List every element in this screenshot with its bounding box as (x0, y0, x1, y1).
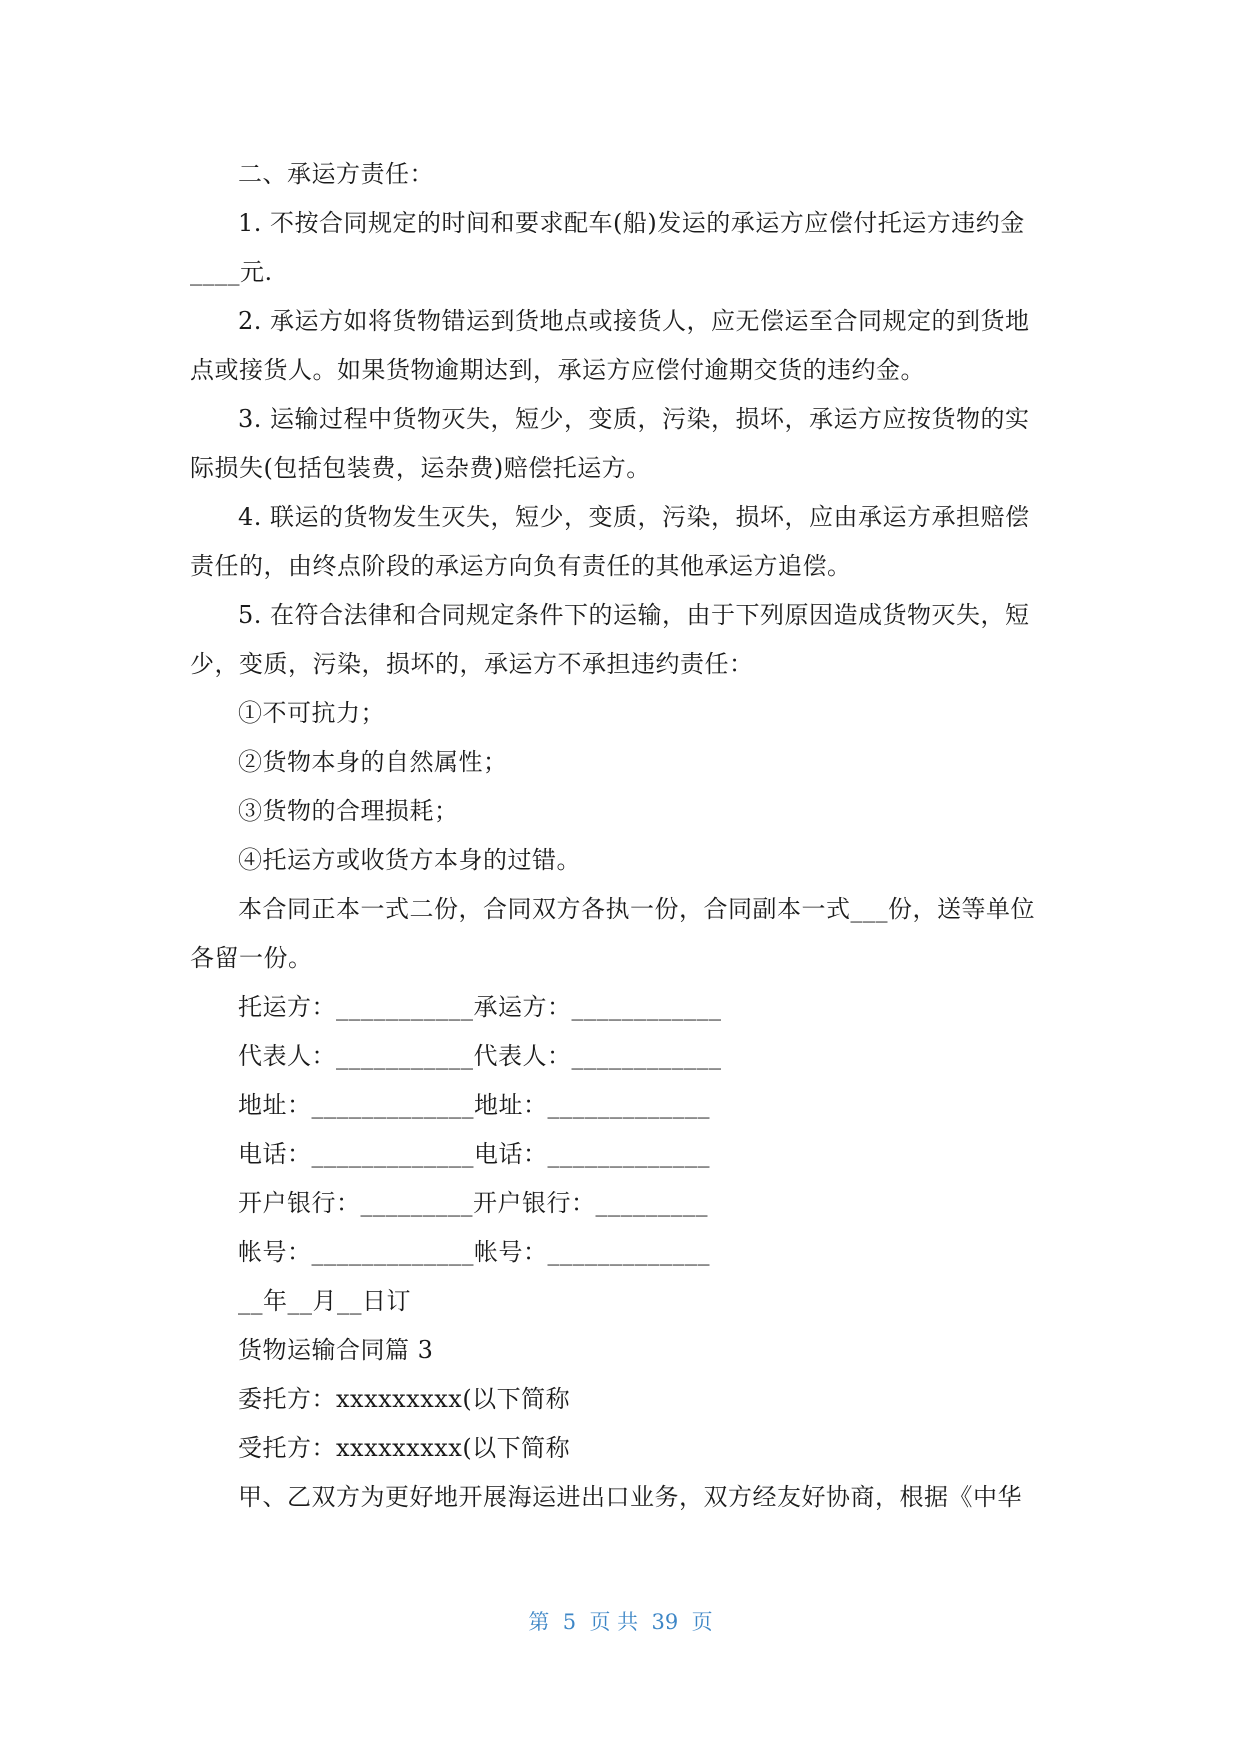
text-line: 受托方：xxxxxxxxx(以下简称 (238, 1434, 571, 1462)
text-line: 开户银行：_________开户银行：_________ (238, 1189, 708, 1217)
text-line: 3. 运输过程中货物灭失，短少，变质，污染，损坏，承运方应按货物的实 (238, 405, 1030, 433)
text-line: 代表人：___________代表人：____________ (238, 1042, 722, 1070)
text-line: 2. 承运方如将货物错运到货地点或接货人，应无偿运至合同规定的到货地 (238, 307, 1030, 335)
text-line: 电话：_____________电话：_____________ (238, 1140, 710, 1168)
document-body (190, 150, 1056, 1522)
text-line: 5. 在符合法律和合同规定条件下的运输，由于下列原因造成货物灭失，短 (238, 601, 1030, 629)
text-line: 1. 不按合同规定的时间和要求配车(船)发运的承运方应偿付托运方违约金 (238, 209, 1025, 237)
text-line: 各留一份。 (190, 944, 313, 972)
text-line: ____元. (190, 258, 273, 286)
text-line: 货物运输合同篇 3 (238, 1336, 434, 1364)
text-line: ②货物本身的自然属性； (238, 748, 508, 776)
text-line: 4. 联运的货物发生灭失，短少，变质，污染，损坏，应由承运方承担赔偿 (238, 503, 1030, 531)
text-line: 少，变质，污染，损坏的，承运方不承担违约责任： (190, 650, 754, 678)
text-line: ④托运方或收货方本身的过错。 (238, 846, 581, 874)
text-line: 二、承运方责任： (238, 160, 434, 188)
text-line: 帐号：_____________帐号：_____________ (238, 1238, 710, 1266)
text-line: 委托方：xxxxxxxxx(以下简称 (238, 1385, 571, 1413)
page-footer: 第 5 页 共 39 页 (528, 1610, 713, 1634)
text-line: __年__月__日订 (238, 1287, 411, 1315)
text-line: 责任的，由终点阶段的承运方向负有责任的其他承运方追偿。 (190, 552, 852, 580)
text-line: 地址：_____________地址：_____________ (238, 1091, 710, 1119)
text-line: ①不可抗力； (238, 699, 385, 727)
text-line: 本合同正本一式二份，合同双方各执一份，合同副本一式___份，送等单位 (238, 895, 1035, 923)
text-line: 际损失(包括包装费，运杂费)赔偿托运方。 (190, 454, 651, 482)
text-line: 点或接货人。如果货物逾期达到，承运方应偿付逾期交货的违约金。 (190, 356, 925, 384)
text-line: 甲、乙双方为更好地开展海运进出口业务，双方经友好协商，根据《中华 (238, 1483, 1022, 1511)
text-line: ③货物的合理损耗； (238, 797, 459, 825)
text-line: 托运方：___________承运方：____________ (238, 993, 722, 1021)
